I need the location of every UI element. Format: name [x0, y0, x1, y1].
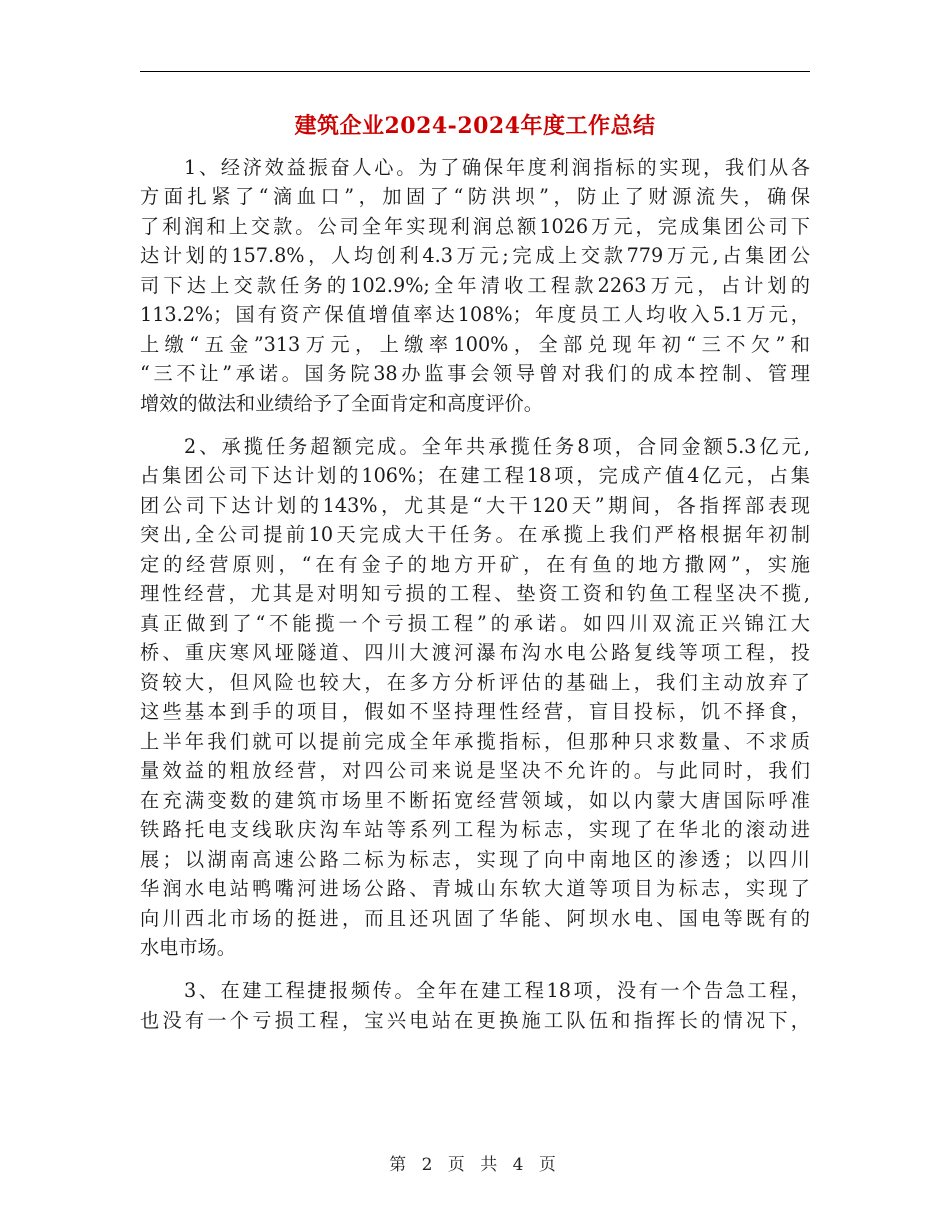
body-line: 上半年我们就可以提前完成全年承揽指标，但那种只求数量、不求质: [140, 730, 810, 753]
document-title: 建筑企业2024-2024年度工作总结: [294, 113, 656, 139]
body-line: 理性经营，尤其是对明知亏损的工程、垫资工资和钓鱼工程坚决不揽,: [140, 582, 810, 605]
body-line: 司下达上交款任务的102.9%;全年清收工程款2263万元，占计划的: [140, 274, 810, 297]
body-line: 桥、重庆寒风垭隧道、四川大渡河瀑布沟水电公路复线等项工程，投: [140, 641, 810, 664]
body-line: 华润水电站鸭嘴河进场公路、青城山东软大道等项目为标志，实现了: [140, 877, 810, 900]
body-line: 上缴“五金”313万元，上缴率100%，全部兑现年初“三不欠”和: [140, 333, 810, 356]
body-line: 向川西北市场的挺进，而且还巩固了华能、阿坝水电、国电等既有的: [140, 907, 810, 930]
body-line: 增效的做法和业绩给予了全面肯定和高度评价。: [140, 392, 543, 415]
body-line: 113.2%；国有资产保值增值率达108%；年度员工人均收入5.1万元，: [140, 303, 810, 326]
body-line: 定的经营原则，“在有金子的地方开矿，在有鱼的地方撒网”，实施: [140, 553, 810, 576]
body-line: 方面扎紧了“滴血口”，加固了“防洪坝”，防止了财源流失，确保: [140, 185, 810, 208]
body-line: 3、在建工程捷报频传。全年在建工程18项，没有一个告急工程，: [184, 979, 810, 1002]
body-line: 了利润和上交款。公司全年实现利润总额1026万元，完成集团公司下: [140, 215, 810, 238]
body-line: 2、承揽任务超额完成。全年共承揽任务8项，合同金额5.3亿元,: [184, 435, 810, 458]
body-line: 突出,全公司提前10天完成大干任务。在承揽上我们严格根据年初制: [140, 523, 810, 546]
body-line: 资较大，但风险也较大，在多方分析评估的基础上，我们主动放弃了: [140, 671, 810, 694]
body-line: 达计划的157.8%，人均创利4.3万元;完成上交款779万元,占集团公: [140, 244, 810, 267]
body-line: 也没有一个亏损工程，宝兴电站在更换施工队伍和指挥长的情况下，: [140, 1009, 810, 1032]
body-line: 展；以湖南高速公路二标为标志，实现了向中南地区的渗透；以四川: [140, 848, 810, 871]
body-line: 真正做到了“不能揽一个亏损工程”的承诺。如四川双流正兴锦江大: [140, 612, 810, 635]
page-number: 第 2 页 共 4 页: [389, 1155, 561, 1175]
body-line: 水电市场。: [140, 936, 236, 959]
body-line: “三不让”承诺。国务院38办监事会领导曾对我们的成本控制、管理: [140, 362, 810, 385]
body-line: 1、经济效益振奋人心。为了确保年度利润指标的实现，我们从各: [184, 156, 810, 179]
header-rule: [140, 71, 810, 72]
body-line: 占集团公司下达计划的106%；在建工程18项，完成产值4亿元，占集: [140, 464, 810, 487]
body-line: 量效益的粗放经营，对四公司来说是坚决不允许的。与此同时，我们: [140, 759, 810, 782]
body-line: 团公司下达计划的143%，尤其是“大干120天”期间，各指挥部表现: [140, 494, 810, 517]
body-line: 这些基本到手的项目，假如不坚持理性经营，盲目投标，饥不择食，: [140, 700, 810, 723]
body-line: 铁路托电支线耿庆沟车站等系列工程为标志，实现了在华北的滚动进: [140, 818, 810, 841]
body-line: 在充满变数的建筑市场里不断拓宽经营领域，如以内蒙大唐国际呼准: [140, 789, 810, 812]
